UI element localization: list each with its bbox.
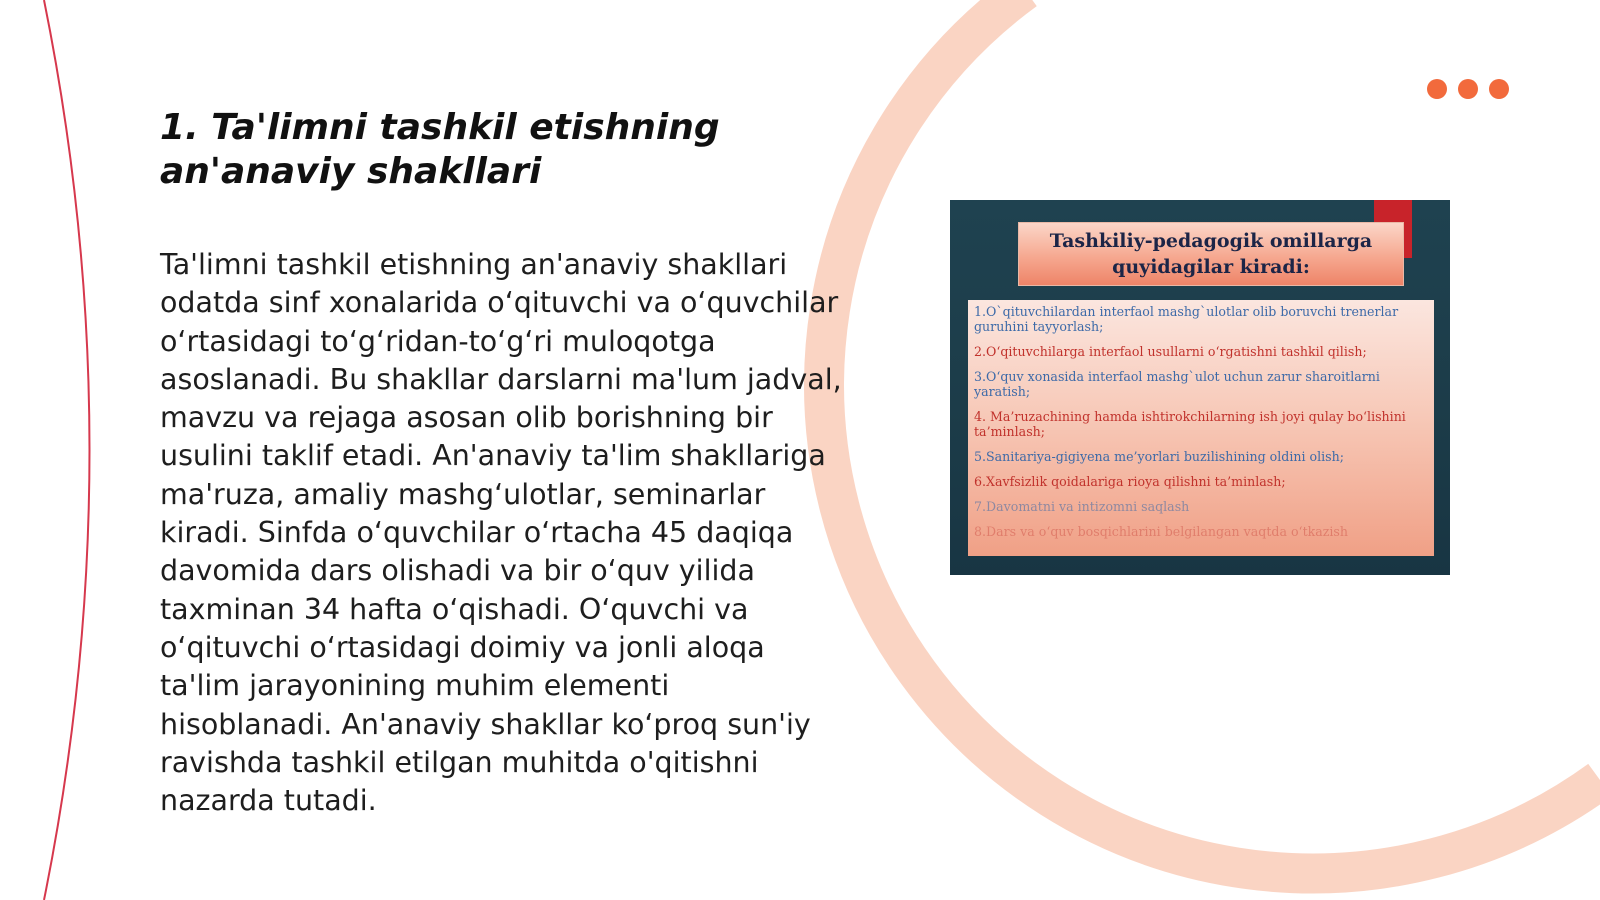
list-item: 3.O‘quv xonasida interfaol mashg`ulot uchun zarur sharoitlarni yaratish; xyxy=(974,369,1380,399)
left-red-curve xyxy=(44,0,90,900)
list-item: 5.Sanitariya-gigiyena me’yorlari buzilishining oldini olish; xyxy=(974,449,1344,464)
list-item: 8.Dars va o‘quv bosqichlarini belgilangan vaqtda o‘tkazish xyxy=(974,524,1348,539)
list-item: 4. Ma’ruzachining hamda ishtirokchilarning ish joyi qulay bo‘lishini ta’minlash; xyxy=(974,409,1406,439)
dot-icon xyxy=(1458,79,1478,99)
image-heading: Tashkiliy-pedagogik omillarga quyidagilar kiradi: xyxy=(1018,222,1404,286)
slide-body-text: Ta'limni tashkil etishning an'anaviy shakllari odatda sinf xonalarida o‘qituvchi va o‘quvchilar o‘rtasidagi to‘g‘ridan-to‘g‘ri muloqotga asoslanadi. Bu shakllar darslarni ma'lum jadval, mavzu va rejaga asosan olib borishning bir usulini taklif etadi. An'anaviy ta'lim shakllariga ma'ruza, amaliy mashg‘ulotlar, seminarlar kiradi. Sinfda o‘quvchilar o‘rtacha 45 daqiqa davomida dars olishadi va bir o‘quv yilida taxminan 34 hafta o‘qishadi. O‘quvchi va o‘qituvchi o‘rtasidagi doimiy va jonli aloqa ta'lim jarayonining muhim elementi hisoblanadi. An'anaviy shakllar ko‘proq sun'iy ravishda tashkil etilgan muhitda o'qitishni nazarda tutadi. xyxy=(160,248,842,818)
dot-icon xyxy=(1427,79,1447,99)
dot-icon xyxy=(1489,79,1509,99)
embedded-slide-image xyxy=(950,200,1450,575)
list-item: 7.Davomatni va intizomni saqlash xyxy=(974,499,1190,514)
list-item: 6.Xavfsizlik qoidalariga rioya qilishni ta’minlash; xyxy=(974,474,1286,489)
slide-title: 1. Ta'limni tashkil etishning an'anaviy shakllari xyxy=(160,107,720,192)
decorative-dots xyxy=(1427,79,1509,99)
image-list xyxy=(968,300,1434,556)
list-item: 2.O‘qituvchilarga interfaol usullarni o‘rgatishni tashkil qilish; xyxy=(974,344,1367,359)
list-item: 1.O`qituvchilardan interfaol mashg`ulotlar olib boruvchi trenerlar guruhini tayyorlash; xyxy=(974,304,1399,334)
